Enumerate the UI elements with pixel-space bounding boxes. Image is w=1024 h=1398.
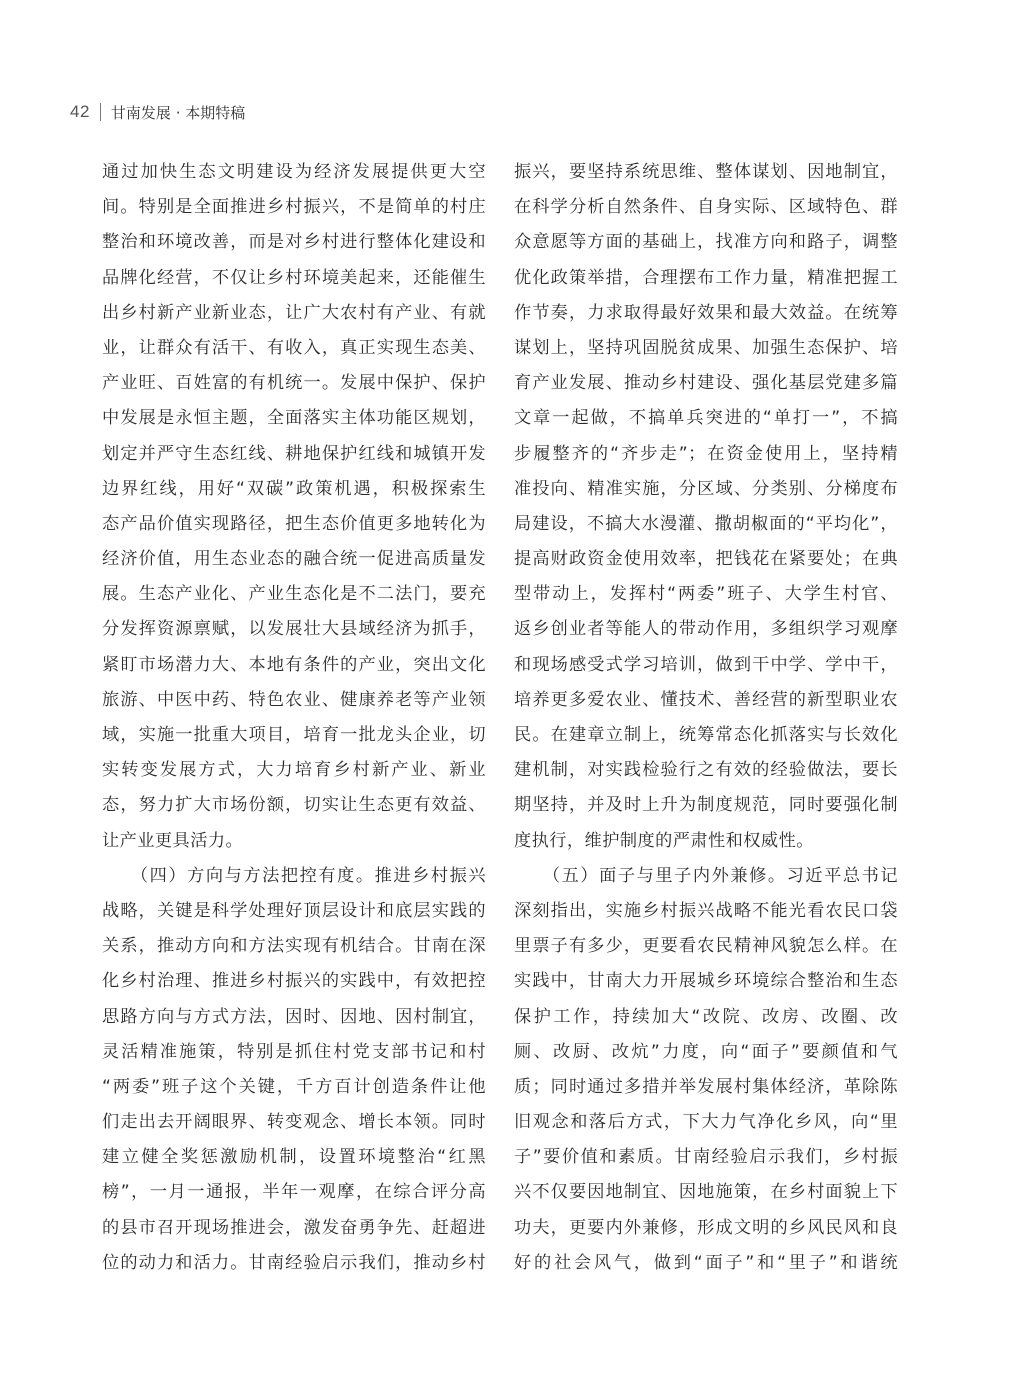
text-line: 厕、改厨、改炕”力度，向“面子”要颜值和气 <box>514 1041 898 1062</box>
text-line: 型带动上，发挥村“两委”班子、大学生村官、 <box>514 584 898 605</box>
text-line: 边界红线，用好“双碳”政策机遇，积极探索生 <box>102 478 486 499</box>
text-line: 让产业更具活力。 <box>102 830 244 851</box>
text-line: 谋划上，坚持巩固脱贫成果、加强生态保护、培 <box>514 337 898 358</box>
text-line: 态产品价值实现路径，把生态价值更多地转化为 <box>102 513 486 534</box>
text-line: 兴不仅要因地制宜、因地施策，在乡村面貌上下 <box>514 1182 898 1203</box>
text-line: 间。特别是全面推进乡村振兴，不是简单的村庄 <box>102 197 486 218</box>
text-line: 旅游、中医中药、特色农业、健康养老等产业领 <box>102 689 486 710</box>
text-line: 度执行，维护制度的严肃性和权威性。 <box>514 830 814 851</box>
right-text-column <box>514 155 898 1281</box>
text-line: 旧观念和落后方式，下大力气净化乡风，向“里 <box>514 1112 898 1133</box>
text-line: 产业旺、百姓富的有机统一。发展中保护、保护 <box>102 373 486 394</box>
text-line: 出乡村新产业新业态，让广大农村有产业、有就 <box>102 302 486 323</box>
text-line: 好的社会风气，做到“面子”和“里子”和谐统 <box>514 1252 898 1273</box>
text-line: 局建设，不搞大水漫灌、撒胡椒面的“平均化”， <box>514 513 898 534</box>
text-line: 质；同时通过多措并举发展村集体经济，革除陈 <box>514 1076 898 1097</box>
text-line: 里票子有多少，更要看农民精神风貌怎么样。在 <box>514 936 898 957</box>
text-line: 品牌化经营，不仅让乡村环境美起来，还能催生 <box>102 267 486 288</box>
text-line: （五）面子与里子内外兼修。习近平总书记 <box>514 865 898 886</box>
text-line: 整治和环境改善，而是对乡村进行整体化建设和 <box>102 232 486 253</box>
text-line: 作节奏，力求取得最好效果和最大效益。在统筹 <box>514 302 898 323</box>
left-text-column <box>102 155 486 1281</box>
text-line: 战略，关键是科学处理好顶层设计和底层实践的 <box>102 900 486 921</box>
text-line: 们走出去开阔眼界、转变观念、增长本领。同时 <box>102 1112 486 1133</box>
text-line: （四）方向与方法把控有度。推进乡村振兴 <box>102 865 486 886</box>
section-title: 甘南发展 · 本期特稿 <box>110 103 246 122</box>
text-line: 域，实施一批重大项目，培育一批龙头企业，切 <box>102 725 486 745</box>
page-number: 42 <box>70 102 90 121</box>
text-line: 深刻指出，实施乡村振兴战略不能光看农民口袋 <box>514 900 898 921</box>
text-line: 和现场感受式学习培训，做到干中学、学中干， <box>514 654 898 675</box>
text-line: 实践中，甘南大力开展城乡环境综合整治和生态 <box>514 971 898 992</box>
header-divider <box>100 103 101 121</box>
text-line: 准投向、精准实施，分区域、分类别、分梯度布 <box>514 478 898 499</box>
running-header <box>70 100 245 124</box>
text-line: 关系，推动方向和方法实现有机结合。甘南在深 <box>102 936 486 957</box>
text-line: 建立健全奖惩激励机制，设置环境整治“红黑 <box>102 1147 486 1168</box>
text-line: 态，努力扩大市场份额，切实让生态更有效益、 <box>102 795 486 816</box>
text-line: 分发挥资源禀赋，以发展壮大县域经济为抓手， <box>102 619 486 640</box>
text-line: 步履整齐的“齐步走”；在资金使用上，坚持精 <box>514 443 898 464</box>
text-line: 期坚持，并及时上升为制度规范，同时要强化制 <box>514 795 898 816</box>
text-line: 经济价值，用生态业态的融合统一促进高质量发 <box>102 549 486 570</box>
text-line: 的县市召开现场推进会，激发奋勇争先、赶超进 <box>102 1217 486 1238</box>
text-line: 振兴，要坚持系统思维、整体谋划、因地制宜， <box>514 162 898 182</box>
text-line: 思路方向与方式方法，因时、因地、因村制宜， <box>102 1006 486 1027</box>
text-line: 榜”，一月一通报，半年一观摩，在综合评分高 <box>102 1182 486 1203</box>
text-line: 提高财政资金使用效率，把钱花在紧要处；在典 <box>514 549 898 570</box>
text-line: 子”要价值和素质。甘南经验启示我们，乡村振 <box>514 1147 898 1168</box>
text-line: 划定并严守生态红线、耕地保护红线和城镇开发 <box>102 443 486 464</box>
text-line: 育产业发展、推动乡村建设、强化基层党建多篇 <box>514 373 898 394</box>
text-line: 返乡创业者等能人的带动作用，多组织学习观摩 <box>514 619 898 640</box>
text-line: 在科学分析自然条件、自身实际、区域特色、群 <box>514 197 898 218</box>
text-line: 优化政策举措，合理摆布工作力量，精准把握工 <box>514 267 898 288</box>
text-line: 灵活精准施策，特别是抓住村党支部书记和村 <box>102 1041 486 1062</box>
text-line: 中发展是永恒主题，全面落实主体功能区规划， <box>102 408 486 429</box>
text-line: 业，让群众有活干、有收入，真正实现生态美、 <box>102 337 486 358</box>
text-line: 通过加快生态文明建设为经济发展提供更大空 <box>102 162 486 182</box>
text-line: 紧盯市场潜力大、本地有条件的产业，突出文化 <box>102 654 486 675</box>
text-line: 保护工作，持续加大“改院、改房、改圈、改 <box>514 1006 898 1027</box>
text-line: 培养更多爱农业、懂技术、善经营的新型职业农 <box>514 689 898 710</box>
text-line: 民。在建章立制上，统筹常态化抓落实与长效化 <box>514 725 898 745</box>
text-line: 文章一起做，不搞单兵突进的“单打一”，不搞 <box>514 408 898 429</box>
text-line: 位的动力和活力。甘南经验启示我们，推动乡村 <box>102 1252 486 1273</box>
text-line: 众意愿等方面的基础上，找准方向和路子，调整 <box>514 232 898 253</box>
text-line: 实转变发展方式，大力培育乡村新产业、新业 <box>102 760 486 781</box>
text-line: “两委”班子这个关键，千方百计创造条件让他 <box>102 1076 486 1097</box>
text-line: 建机制，对实践检验行之有效的经验做法，要长 <box>514 760 898 781</box>
text-line: 化乡村治理、推进乡村振兴的实践中，有效把控 <box>102 971 486 992</box>
text-line: 功夫，更要内外兼修，形成文明的乡风民风和良 <box>514 1217 898 1238</box>
text-line: 展。生态产业化、产业生态化是不二法门，要充 <box>102 584 486 605</box>
